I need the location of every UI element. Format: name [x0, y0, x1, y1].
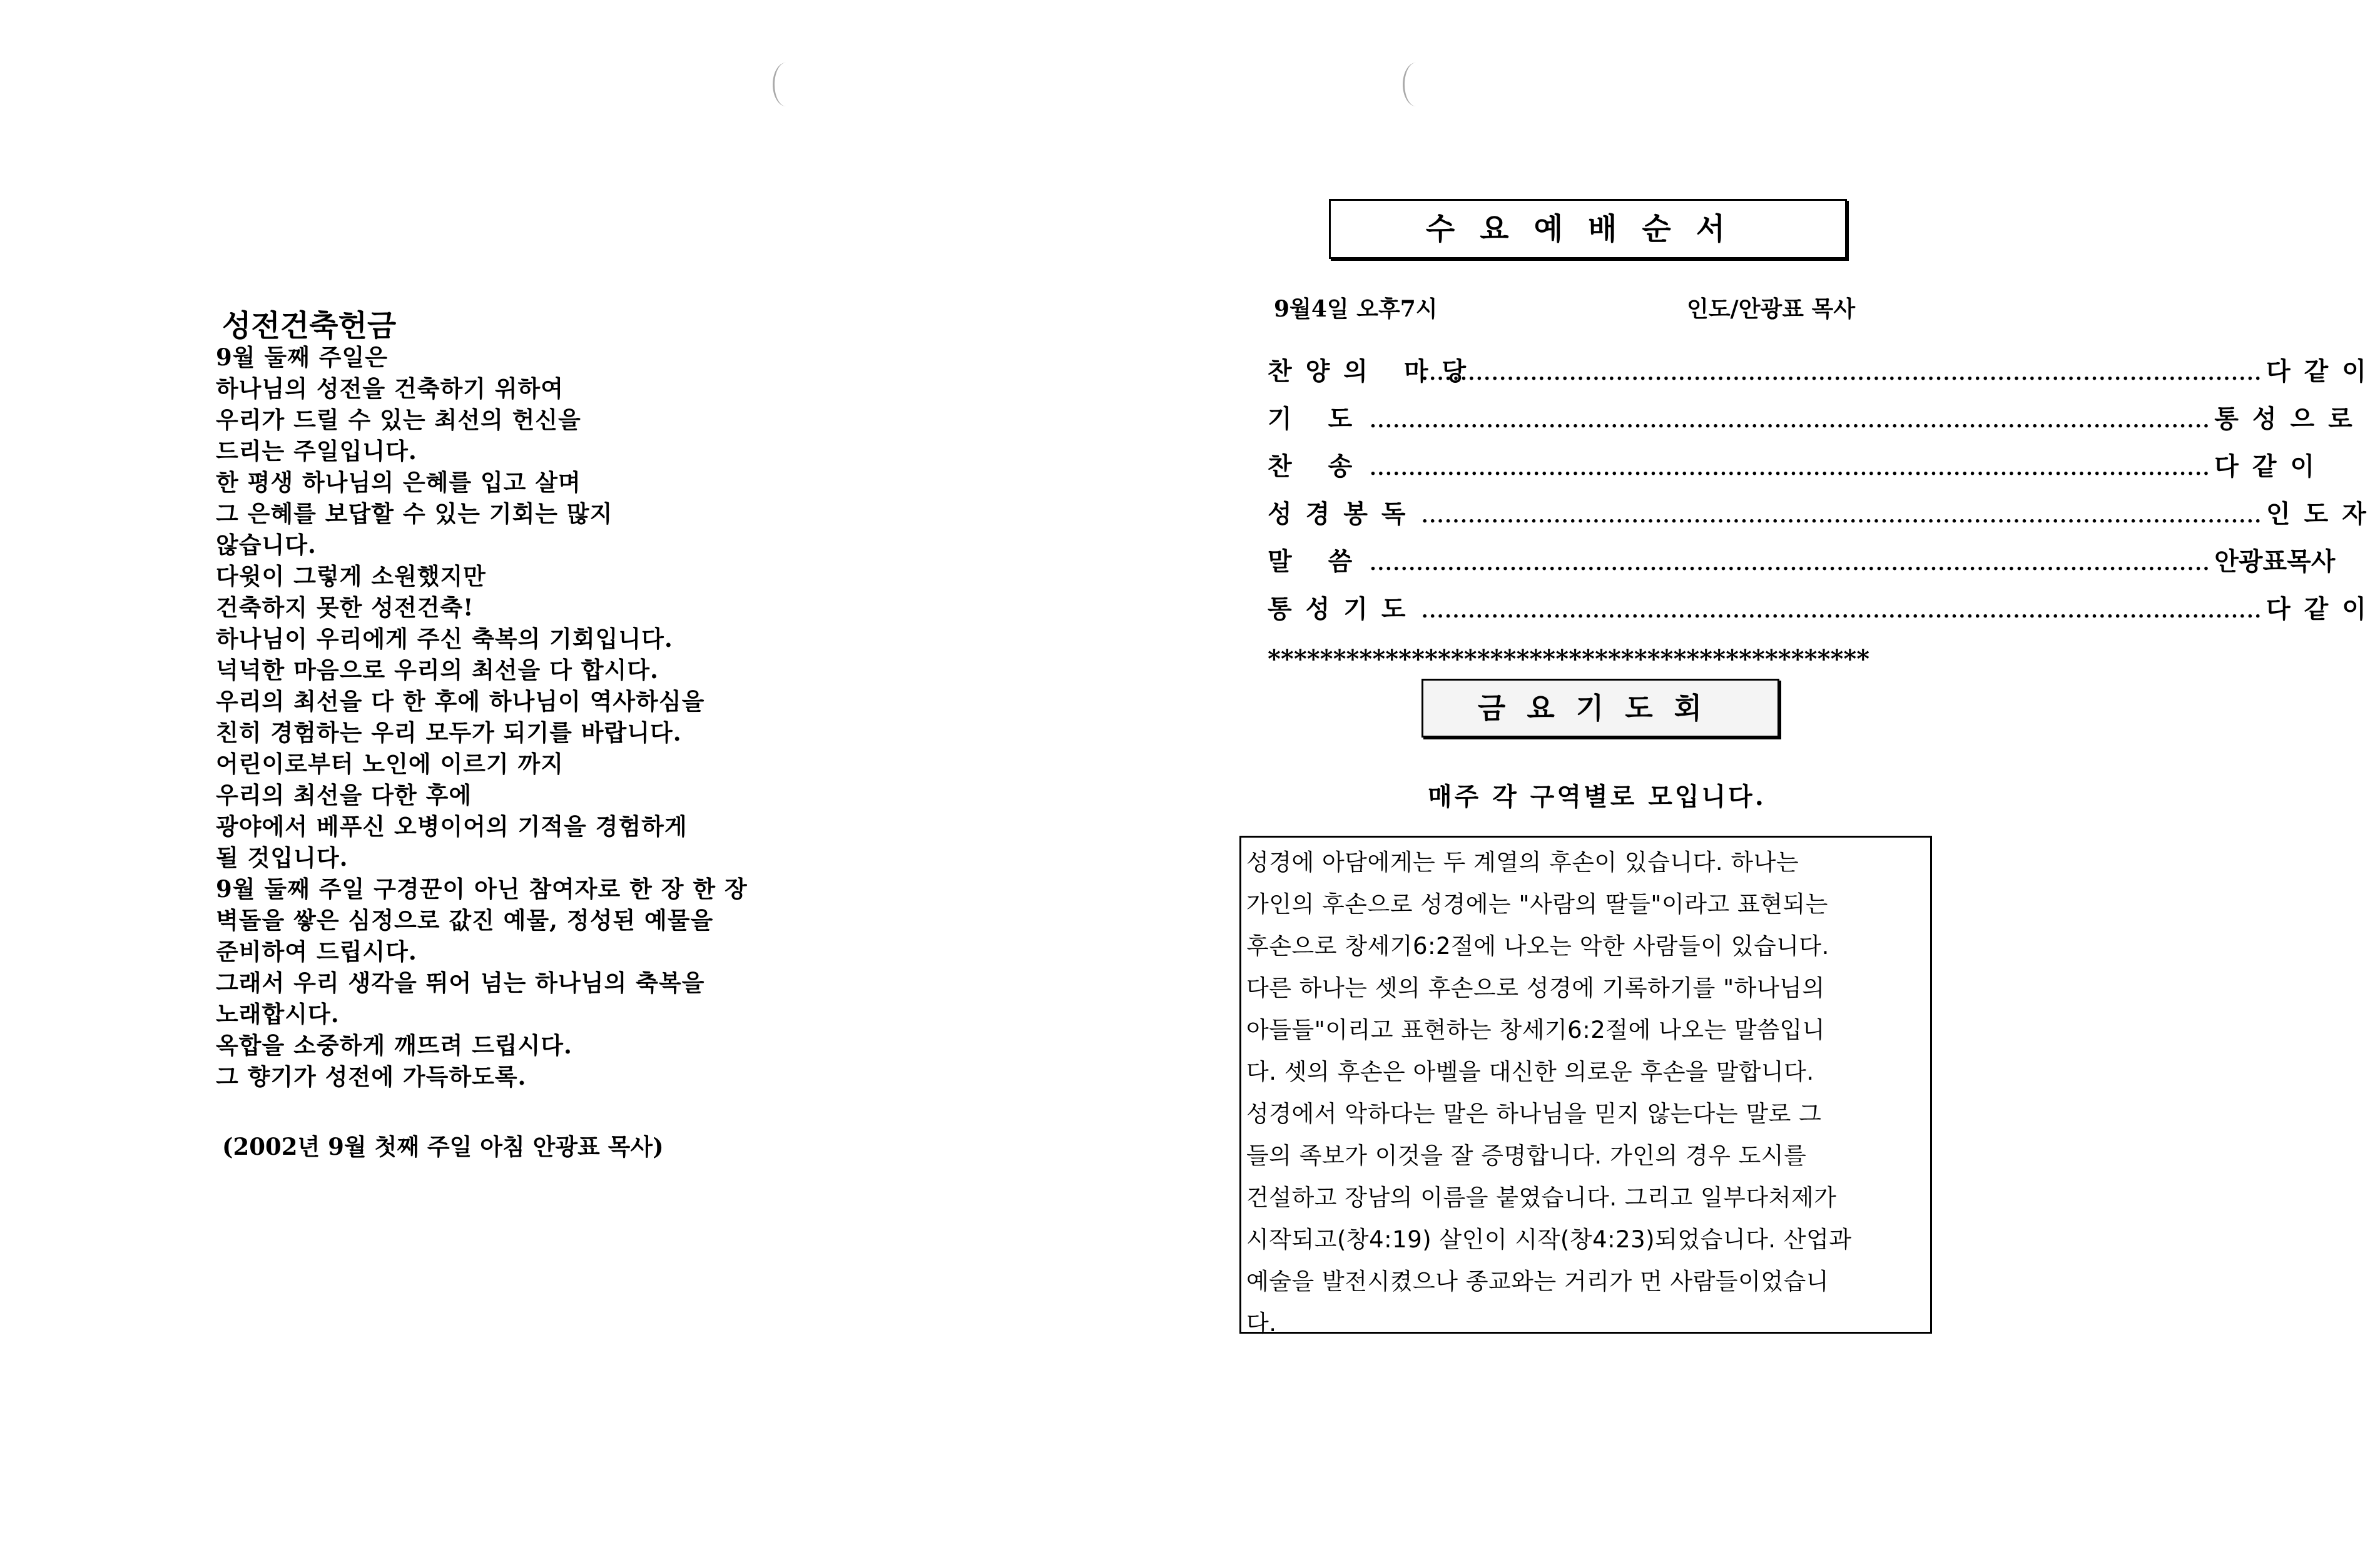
message-line: 예술을 발전시켰으나 종교와는 거리가 먼 사람들이었습니 [1246, 1268, 1829, 1295]
order-person: 통성으로 [2214, 404, 2366, 434]
body-line: 광야에서 베푸신 오병이어의 기적을 경험하게 [216, 813, 688, 840]
body-line: 그래서 우리 생각을 뛰어 넘는 하나님의 축복을 [216, 969, 705, 997]
body-line: 준비하여 드립시다. [216, 938, 417, 965]
body-line: 하나님이 우리에게 주신 축복의 기회입니다. [216, 625, 673, 652]
body-line: 벽돌을 쌓은 심정으로 값진 예물, 정성된 예물을 [216, 906, 714, 934]
punch-hole-mark [773, 63, 800, 106]
building-offering-body [216, 342, 854, 1092]
dot-leader: ............................................................................................................ [1370, 410, 2211, 432]
body-line: 한 평생 하나님의 은혜를 입고 살며 [216, 469, 581, 496]
order-row [1268, 352, 2380, 399]
body-line: 그 은혜를 보답할 수 있는 기회는 많지 [216, 500, 613, 527]
order-label: 말 씀 [1268, 547, 1366, 576]
body-line: 우리의 최선을 다 한 후에 하나님이 역사하심을 [216, 687, 705, 715]
order-label: 기 도 [1268, 404, 1366, 434]
order-row [1268, 589, 2380, 637]
body-line: 하나님의 성전을 건축하기 위하여 [216, 375, 564, 402]
message-line: 성경에 아담에게는 두 계열의 후손이 있습니다. 하나는 [1246, 849, 1799, 876]
message-line: 건설하고 장남의 이름을 붙였습니다. 그리고 일부다처제가 [1246, 1184, 1837, 1211]
message-box [1239, 836, 1932, 1337]
order-row [1268, 494, 2380, 542]
body-line: 우리가 드릴 수 있는 최선의 헌신을 [216, 406, 581, 434]
message-line: 후손으로 창세기6:2절에 나오는 악한 사람들이 있습니다. [1246, 933, 1829, 960]
punch-hole-mark [1403, 63, 1430, 106]
message-line: 다. 셋의 후손은 아벨을 대신한 의로운 후손을 말합니다. [1246, 1058, 1814, 1085]
body-line: 건축하지 못한 성전건축! [216, 594, 474, 621]
wednesday-service-title: 수요예배순서 [1329, 199, 1847, 259]
friday-prayer-title: 금요기도회 [1421, 679, 1779, 738]
service-leader: 인도/안광표 목사 [1687, 296, 1856, 322]
message-line: 아들들"이리고 표현하는 창세기6:2절에 나오는 말씀입니 [1246, 1017, 1825, 1043]
building-offering-title: 성전건축헌금 [222, 308, 397, 343]
service-order-list [1268, 352, 2380, 637]
order-row [1268, 447, 2329, 494]
body-line: 9월 둘째 주일은 [216, 343, 388, 371]
body-line: 넉넉한 마음으로 우리의 최선을 다 합시다. [216, 656, 659, 684]
body-line: 친히 경험하는 우리 모두가 되기를 바랍니다. [216, 719, 682, 746]
dot-leader: ............................................................................................................ [1370, 553, 2211, 575]
order-person: 안광표목사 [2214, 547, 2336, 576]
body-line: 9월 둘째 주일 구경꾼이 아닌 참여자로 한 장 한 장 [216, 875, 748, 903]
body-line: 다윗이 그렇게 소원했지만 [216, 562, 486, 590]
service-date: 9월4일 오후7시 [1274, 296, 1438, 322]
order-label: 성경봉독 [1268, 499, 1420, 529]
left-page [0, 0, 1097, 1552]
message-line: 다. [1246, 1310, 1277, 1337]
order-person: 다같이 [2214, 452, 2329, 481]
body-line: 드리는 주일입니다. [216, 437, 417, 465]
message-line: 다른 하나는 셋의 후손으로 성경에 기록하기를 "하나님의 [1246, 975, 1825, 1002]
body-line: 노래합시다. [216, 1000, 340, 1028]
order-row [1268, 399, 2366, 447]
right-page [1097, 0, 2380, 1552]
signature: (2002년 9월 첫째 주일 아침 안광표 목사) [222, 1133, 664, 1160]
friday-notice: 매주 각 구역별로 모입니다. [1428, 782, 1766, 811]
message-line: 들의 족보가 이것을 잘 증명합니다. 가인의 경우 도시를 [1246, 1142, 1807, 1169]
separator: ********************************************** [1268, 644, 1870, 674]
body-line: 우리의 최선을 다한 후에 [216, 781, 472, 809]
body-line: 그 향기가 성전에 가득하도록. [216, 1063, 527, 1090]
dot-leader: ............................................................................................................ [1370, 458, 2211, 480]
order-row [1268, 542, 2336, 589]
body-line: 어린이로부터 노인에 이르기 까지 [216, 750, 564, 778]
order-person: 다같이 [2266, 594, 2380, 624]
order-label: 통성기도 [1268, 594, 1420, 624]
dot-leader: ............................................................................................................ [1421, 505, 2262, 527]
order-person: 인도자 [2266, 499, 2380, 529]
message-line: 성경에서 악하다는 말은 하나님을 믿지 않는다는 말로 그 [1246, 1100, 1822, 1127]
dot-leader: ............................................................................................................ [1421, 363, 2262, 385]
order-label: 찬양의 마당 [1268, 357, 1480, 386]
message-line: 시작되고(창4:19) 살인이 시작(창4:23)되었습니다. 산업과 [1246, 1226, 1852, 1253]
body-line: 될 것입니다. [216, 844, 348, 871]
body-line: 옥합을 소중하게 깨뜨려 드립시다. [216, 1032, 572, 1059]
dot-leader: ............................................................................................................ [1421, 601, 2262, 622]
order-person: 다같이 [2266, 357, 2380, 386]
body-line: 않습니다. [216, 531, 317, 559]
order-label: 찬 송 [1268, 452, 1366, 481]
message-line: 가인의 후손으로 성경에는 "사람의 딸들"이라고 표현되는 [1246, 891, 1828, 918]
